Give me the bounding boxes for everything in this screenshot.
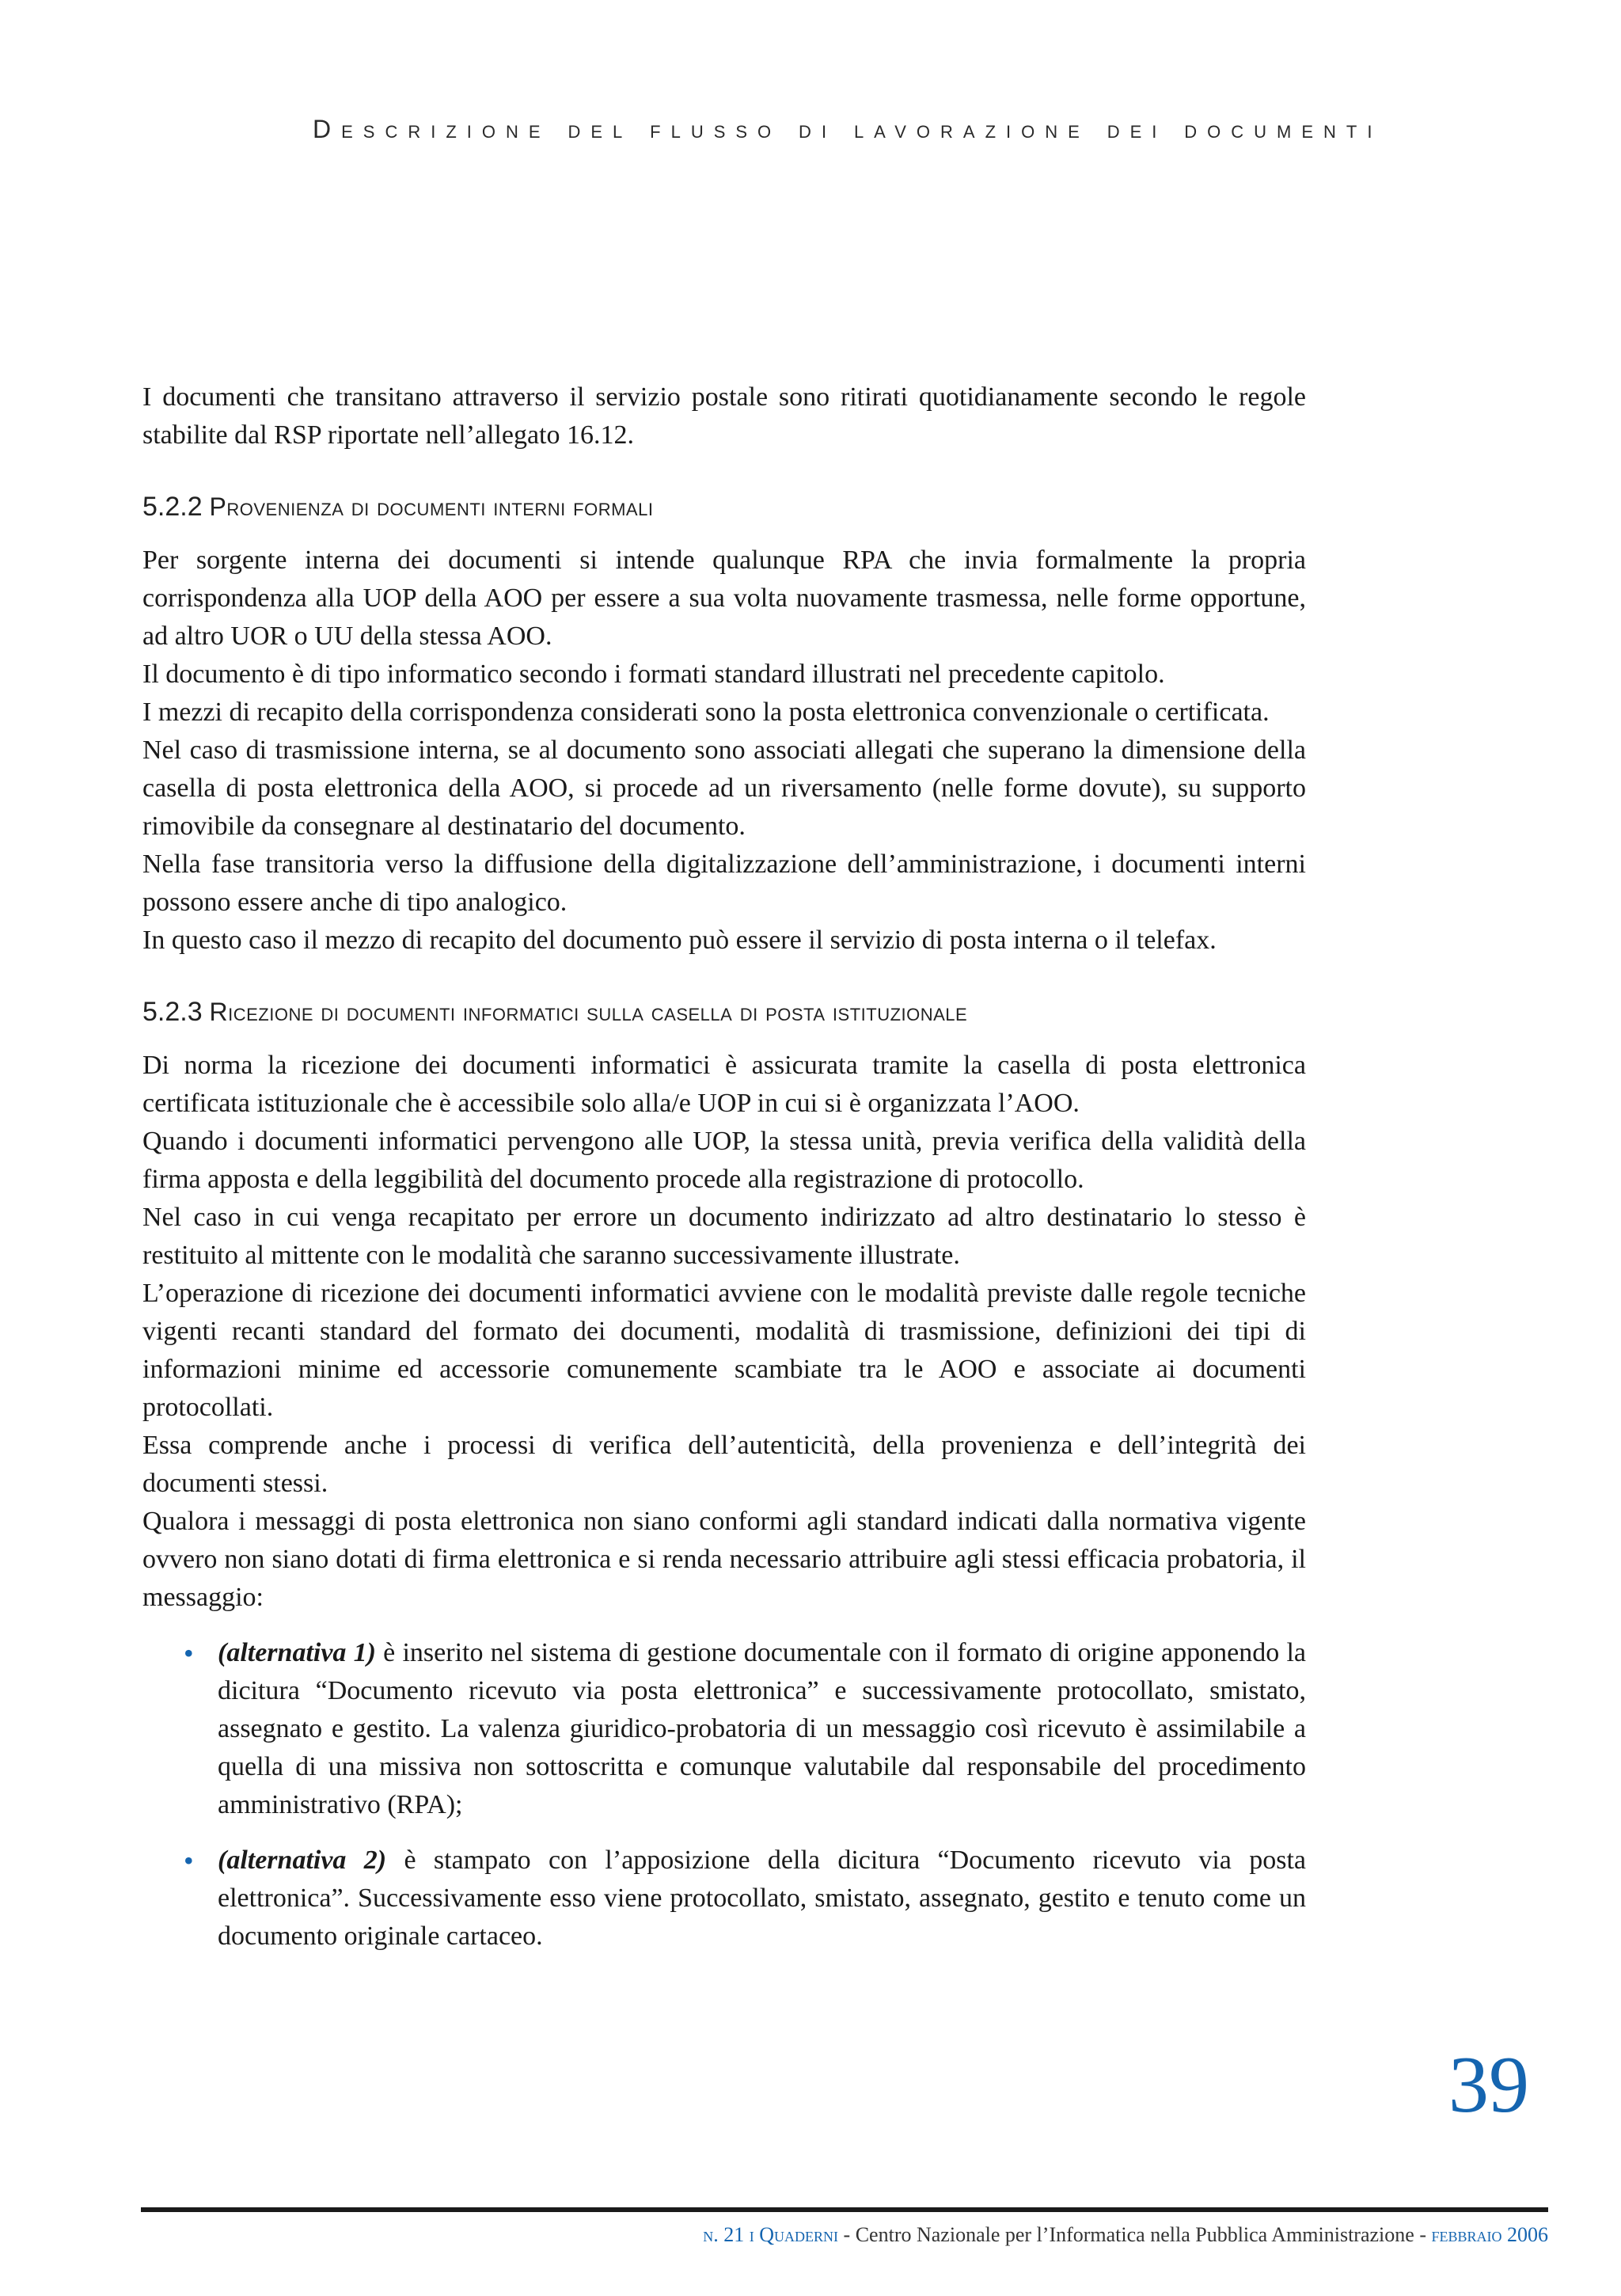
alternative-text: è stampato con l’apposizione della dicitura “Documento ricevuto via posta elettronica”. Successivamente esso viene protocollato, smistato, assegnato, gestito e tenuto come un documento originale cartaceo.	[218, 1846, 1306, 1951]
section-number: 5.2.3	[142, 997, 203, 1027]
footer-date: febbraio 2006	[1431, 2223, 1548, 2246]
running-header: Descrizione del flusso di lavorazione dei documenti	[313, 115, 1383, 143]
section-number: 5.2.2	[142, 492, 203, 522]
paragraph: L’operazione di ricezione dei documenti informatici avviene con le modalità previste dalle regole tecniche vigenti recanti standard del formato dei documenti, modalità di trasmissione, definizioni dei tipi di informazioni minime ed accessorie comunemente scambiate tra le AOO e associate ai documenti protocollati.	[142, 1279, 1306, 1422]
paragraph: Quando i documenti informatici pervengono alle UOP, la stessa unità, previa verifica della validità della firma apposta e della leggibilità del documento procede alla registrazione di protocollo.	[142, 1127, 1306, 1194]
paragraph: I mezzi di recapito della corrispondenza considerati sono la posta elettronica convenzionale o certificata.	[142, 698, 1270, 727]
alternative-label: (alternativa 2)	[218, 1846, 387, 1875]
section-title: Provenienza di documenti interni formali	[209, 492, 654, 521]
page-body	[142, 378, 1306, 1973]
bullet-icon: •	[184, 1637, 194, 1669]
section-title: Ricezione di documenti informatici sulla casella di posta istituzionale	[209, 998, 968, 1026]
paragraph: Di norma la ricezione dei documenti informatici è assicurata tramite la casella di posta elettronica certificata istituzionale che è accessibile solo alla/e UOP in cui si è organizzata l’AOO.	[142, 1051, 1306, 1118]
paragraph: Essa comprende anche i processi di verifica dell’autenticità, della provenienza e dell’integrità dei documenti stessi.	[142, 1431, 1306, 1498]
list-item	[142, 1842, 1306, 1956]
footer	[703, 2223, 1548, 2247]
footer-separator: -	[1414, 2223, 1432, 2246]
paragraph: Nella fase transitoria verso la diffusione della digitalizzazione dell’amministrazione, i documenti interni possono essere anche di tipo analogico.	[142, 850, 1306, 917]
footer-issue: n. 21 i Quaderni	[703, 2223, 839, 2246]
paragraph: Nel caso in cui venga recapitato per errore un documento indirizzato ad altro destinatario lo stesso è restituito al mittente con le modalità che saranno successivamente illustrate.	[142, 1203, 1306, 1270]
alternative-label: (alternativa 1)	[218, 1638, 376, 1667]
paragraph: Nel caso di trasmissione interna, se al documento sono associati allegati che superano la dimensione della casella di posta elettronica della AOO, si procede ad un riversamento (nelle forme dovute), su supporto rimovibile da consegnare al destinatario del documento.	[142, 736, 1306, 841]
bullet-icon: •	[184, 1845, 194, 1876]
paragraph: Per sorgente interna dei documenti si intende qualunque RPA che invia formalmente la propria corrispondenza alla UOP della AOO per essere a sua volta nuovamente trasmessa, nelle forme opportune, ad altro UOR o UU della stessa AOO.	[142, 545, 1306, 651]
alternatives-list	[142, 1634, 1306, 1956]
section-heading-5-2-2	[142, 488, 1306, 526]
alternative-text: è inserito nel sistema di gestione documentale con il formato di origine apponendo la dicitura “Documento ricevuto via posta elettronica” e successivamente protocollato, smistato, assegnato e gestito. La valenza giuridico-probatoria di un messaggio così ricevuto è assimilabile a quella di una missiva non sottoscritta e comunque valutabile dal responsabile del procedimento amministrativo (RPA);	[218, 1638, 1306, 1819]
paragraph: Il documento è di tipo informatico secondo i formati standard illustrati nel precedente capitolo.	[142, 660, 1165, 689]
page-number: 39	[1448, 2040, 1529, 2130]
footer-divider	[141, 2207, 1548, 2212]
intro-paragraph: I documenti che transitano attraverso il servizio postale sono ritirati quotidianamente secondo le regole stabilite dal RSP riportate nell’allegato 16.12.	[142, 382, 1306, 450]
list-item	[142, 1634, 1306, 1824]
paragraph: Qualora i messaggi di posta elettronica non siano conformi agli standard indicati dalla normativa vigente ovvero non siano dotati di firma elettronica e si renda necessario attribuire agli stessi efficacia probatoria, il messaggio:	[142, 1507, 1306, 1612]
footer-publisher: Centro Nazionale per l’Informatica nella Pubblica Amministrazione	[855, 2223, 1414, 2246]
footer-separator: -	[838, 2223, 856, 2246]
section-heading-5-2-3	[142, 993, 1306, 1031]
paragraph: In questo caso il mezzo di recapito del documento può essere il servizio di posta interna o il telefax.	[142, 926, 1217, 955]
